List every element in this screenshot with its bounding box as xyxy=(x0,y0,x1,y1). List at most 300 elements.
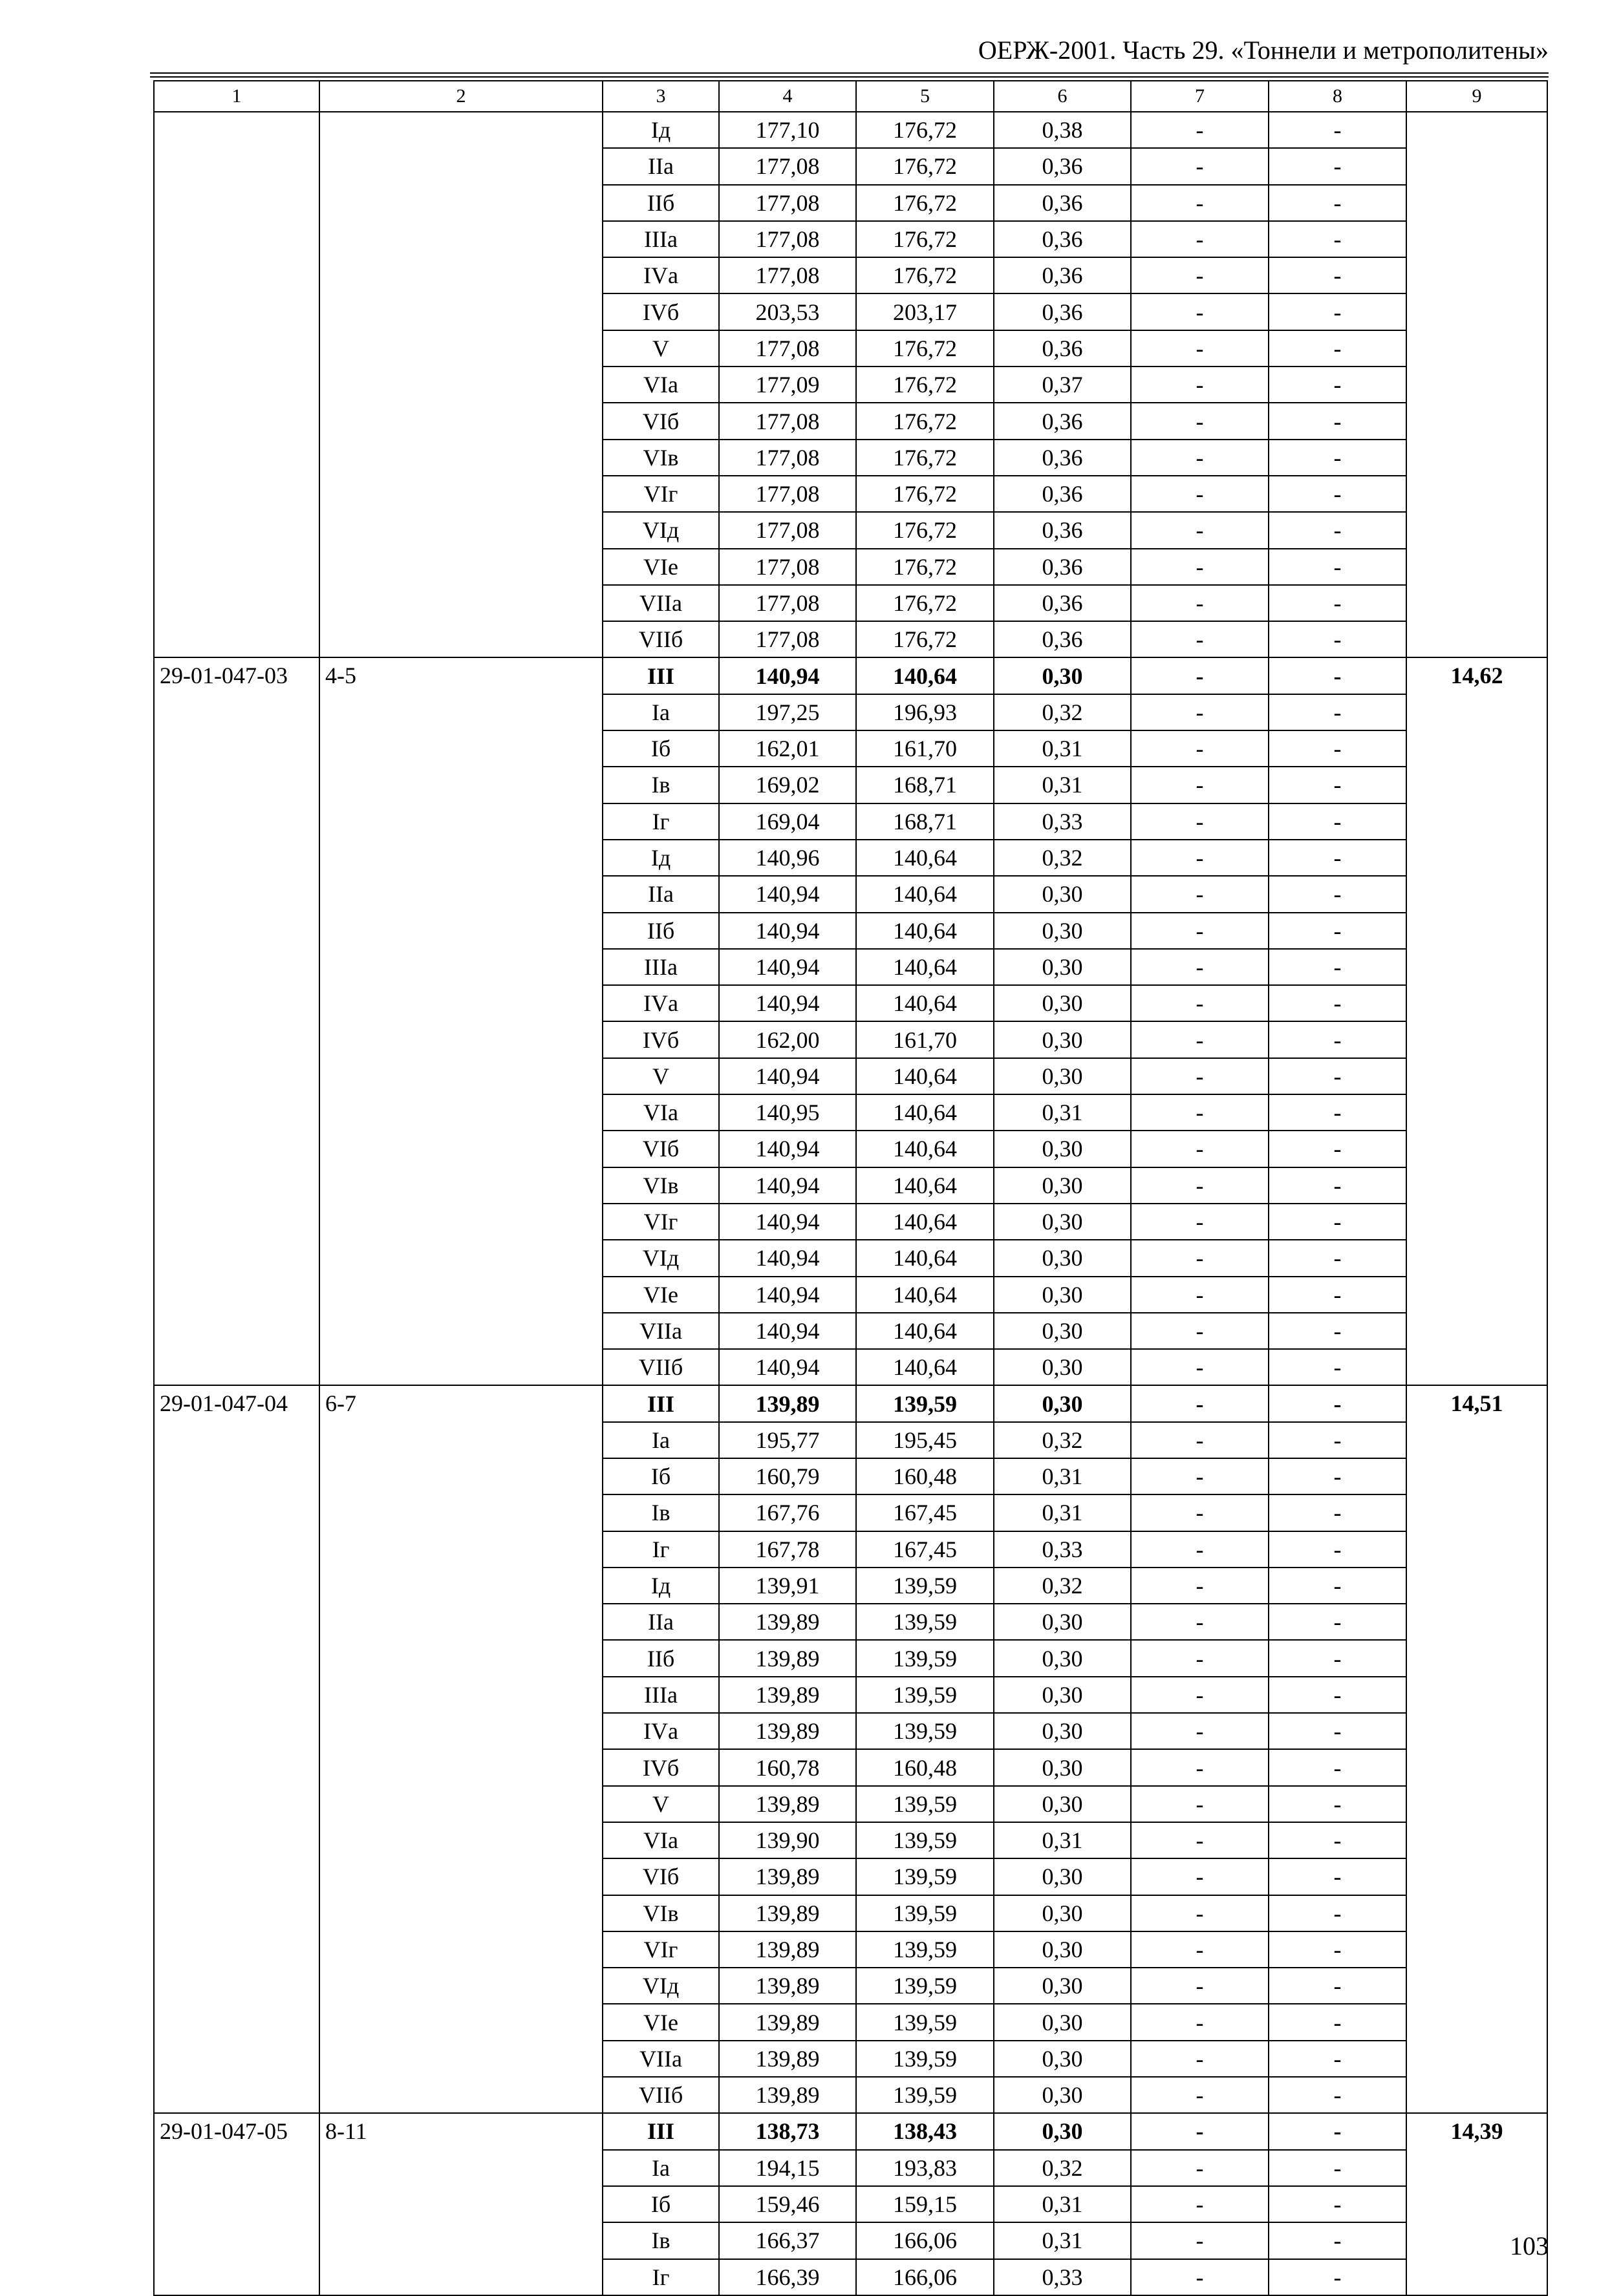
materials-cost-cell: - xyxy=(1269,803,1406,840)
total-cost-cell: 177,08 xyxy=(719,403,856,439)
machine-cost-cell: 0,30 xyxy=(994,876,1131,912)
labor-cost-cell: - xyxy=(1131,330,1269,367)
base-cost-cell: 176,72 xyxy=(856,476,994,512)
condition-cell: V xyxy=(603,1058,719,1094)
column-number: 1 xyxy=(154,81,319,112)
materials-cost-cell: - xyxy=(1269,1422,1406,1458)
base-cost-cell: 140,64 xyxy=(856,1349,994,1385)
labor-cost-cell: - xyxy=(1131,1204,1269,1240)
condition-cell: Iа xyxy=(603,2150,719,2186)
machine-cost-cell: 0,30 xyxy=(994,1640,1131,1676)
condition-cell: VIа xyxy=(603,1094,719,1131)
condition-cell: Iг xyxy=(603,1531,719,1568)
machine-cost-cell: 0,30 xyxy=(994,1713,1131,1749)
machine-cost-cell: 0,31 xyxy=(994,1458,1131,1494)
condition-cell: IVа xyxy=(603,1713,719,1749)
labor-cost-cell: - xyxy=(1131,549,1269,585)
machine-cost-cell: 0,30 xyxy=(994,2004,1131,2040)
column-number: 6 xyxy=(994,81,1131,112)
total-cost-cell: 140,94 xyxy=(719,1349,856,1385)
machine-cost-cell: 0,31 xyxy=(994,1822,1131,1858)
machine-cost-cell: 0,36 xyxy=(994,330,1131,367)
materials-cost-cell: - xyxy=(1269,585,1406,621)
rates-table xyxy=(153,80,1548,2296)
total-cost-cell: 162,01 xyxy=(719,730,856,767)
condition-cell: III xyxy=(603,1385,719,1421)
materials-cost-cell: - xyxy=(1269,621,1406,657)
total-cost-cell: 140,94 xyxy=(719,876,856,912)
materials-cost-cell: - xyxy=(1269,221,1406,257)
base-cost-cell: 140,64 xyxy=(856,657,994,694)
machine-cost-cell: 0,37 xyxy=(994,367,1131,403)
machine-cost-cell: 0,33 xyxy=(994,1531,1131,1568)
condition-cell: VIIа xyxy=(603,2041,719,2077)
machine-cost-cell: 0,32 xyxy=(994,1422,1131,1458)
materials-cost-cell: - xyxy=(1269,840,1406,876)
materials-cost-cell: - xyxy=(1269,367,1406,403)
labor-cost-cell: - xyxy=(1131,112,1269,148)
labor-cost-cell: - xyxy=(1131,949,1269,985)
total-cost-cell: 140,94 xyxy=(719,1240,856,1276)
labor-cost-cell: - xyxy=(1131,585,1269,621)
total-cost-cell: 169,02 xyxy=(719,767,856,803)
materials-cost-cell: - xyxy=(1269,1713,1406,1749)
total-cost-cell: 139,89 xyxy=(719,1968,856,2004)
labor-cost-cell: - xyxy=(1131,440,1269,476)
base-cost-cell: 139,59 xyxy=(856,2041,994,2077)
rate-code-cell: 29-01-047-03 xyxy=(154,657,319,1385)
base-cost-cell: 168,71 xyxy=(856,767,994,803)
machine-cost-cell: 0,30 xyxy=(994,1895,1131,1931)
labor-cost-cell: - xyxy=(1131,876,1269,912)
total-cost-cell: 139,91 xyxy=(719,1568,856,1604)
base-cost-cell: 139,59 xyxy=(856,1568,994,1604)
total-cost-cell: 177,08 xyxy=(719,512,856,548)
base-cost-cell: 176,72 xyxy=(856,221,994,257)
machine-cost-cell: 0,30 xyxy=(994,1167,1131,1204)
condition-cell: IVб xyxy=(603,293,719,330)
materials-cost-cell: - xyxy=(1269,1786,1406,1822)
group-total-cell xyxy=(1406,112,1547,657)
column-number: 5 xyxy=(856,81,994,112)
machine-cost-cell: 0,33 xyxy=(994,803,1131,840)
machine-cost-cell: 0,30 xyxy=(994,1604,1131,1640)
machine-cost-cell: 0,31 xyxy=(994,1494,1131,1531)
base-cost-cell: 139,59 xyxy=(856,1786,994,1822)
machine-cost-cell: 0,30 xyxy=(994,2113,1131,2149)
base-cost-cell: 140,64 xyxy=(856,1058,994,1094)
labor-cost-cell: - xyxy=(1131,512,1269,548)
condition-cell: IIа xyxy=(603,1604,719,1640)
condition-cell: IIIа xyxy=(603,949,719,985)
labor-cost-cell: - xyxy=(1131,1240,1269,1276)
condition-cell: VIг xyxy=(603,1931,719,1968)
labor-cost-cell: - xyxy=(1131,657,1269,694)
base-cost-cell: 140,64 xyxy=(856,840,994,876)
column-number: 9 xyxy=(1406,81,1547,112)
labor-cost-cell: - xyxy=(1131,148,1269,184)
materials-cost-cell: - xyxy=(1269,2113,1406,2149)
materials-cost-cell: - xyxy=(1269,293,1406,330)
base-cost-cell: 166,06 xyxy=(856,2259,994,2295)
machine-cost-cell: 0,38 xyxy=(994,112,1131,148)
base-cost-cell: 176,72 xyxy=(856,621,994,657)
base-cost-cell: 167,45 xyxy=(856,1531,994,1568)
machine-cost-cell: 0,30 xyxy=(994,1385,1131,1421)
header-rule xyxy=(150,72,1549,74)
condition-cell: Iд xyxy=(603,112,719,148)
machine-cost-cell: 0,30 xyxy=(994,1931,1131,1968)
materials-cost-cell: - xyxy=(1269,1895,1406,1931)
base-cost-cell: 167,45 xyxy=(856,1494,994,1531)
base-cost-cell: 176,72 xyxy=(856,367,994,403)
total-cost-cell: 140,94 xyxy=(719,985,856,1021)
condition-cell: V xyxy=(603,330,719,367)
labor-cost-cell: - xyxy=(1131,2041,1269,2077)
labor-cost-cell: - xyxy=(1131,1458,1269,1494)
condition-cell: VIг xyxy=(603,476,719,512)
materials-cost-cell: - xyxy=(1269,876,1406,912)
materials-cost-cell: - xyxy=(1269,1094,1406,1131)
machine-cost-cell: 0,30 xyxy=(994,1349,1131,1385)
group-total-cell: 14,39 xyxy=(1406,2113,1547,2295)
machine-cost-cell: 0,32 xyxy=(994,840,1131,876)
condition-cell: VIд xyxy=(603,512,719,548)
labor-cost-cell: - xyxy=(1131,913,1269,949)
condition-cell: IIб xyxy=(603,1640,719,1676)
total-cost-cell: 177,08 xyxy=(719,549,856,585)
total-cost-cell: 139,89 xyxy=(719,1604,856,1640)
total-cost-cell: 177,08 xyxy=(719,330,856,367)
labor-cost-cell: - xyxy=(1131,257,1269,293)
condition-cell: VIв xyxy=(603,1895,719,1931)
machine-cost-cell: 0,31 xyxy=(994,1094,1131,1131)
labor-cost-cell: - xyxy=(1131,2113,1269,2149)
labor-cost-cell: - xyxy=(1131,367,1269,403)
total-cost-cell: 166,37 xyxy=(719,2222,856,2259)
machine-cost-cell: 0,30 xyxy=(994,985,1131,1021)
materials-cost-cell: - xyxy=(1269,730,1406,767)
labor-cost-cell: - xyxy=(1131,803,1269,840)
condition-cell: Iв xyxy=(603,1494,719,1531)
labor-cost-cell: - xyxy=(1131,1058,1269,1094)
machine-cost-cell: 0,30 xyxy=(994,1313,1131,1349)
labor-cost-cell: - xyxy=(1131,1968,1269,2004)
materials-cost-cell: - xyxy=(1269,1021,1406,1058)
labor-cost-cell: - xyxy=(1131,1531,1269,1568)
machine-cost-cell: 0,31 xyxy=(994,2222,1131,2259)
labor-cost-cell: - xyxy=(1131,1895,1269,1931)
column-number: 2 xyxy=(319,81,603,112)
condition-cell: IVб xyxy=(603,1021,719,1058)
total-cost-cell: 167,76 xyxy=(719,1494,856,1531)
materials-cost-cell: - xyxy=(1269,1458,1406,1494)
condition-cell: VIв xyxy=(603,440,719,476)
base-cost-cell: 140,64 xyxy=(856,985,994,1021)
group-total-cell: 14,62 xyxy=(1406,657,1547,1385)
condition-cell: VIа xyxy=(603,1822,719,1858)
base-cost-cell: 159,15 xyxy=(856,2186,994,2222)
condition-cell: IVа xyxy=(603,257,719,293)
total-cost-cell: 139,89 xyxy=(719,1895,856,1931)
machine-cost-cell: 0,30 xyxy=(994,657,1131,694)
condition-cell: VIб xyxy=(603,403,719,439)
condition-cell: IIб xyxy=(603,185,719,221)
condition-cell: IIа xyxy=(603,148,719,184)
table-row xyxy=(154,112,1547,148)
labor-cost-cell: - xyxy=(1131,1131,1269,1167)
condition-cell: IIIа xyxy=(603,221,719,257)
total-cost-cell: 197,25 xyxy=(719,694,856,730)
materials-cost-cell: - xyxy=(1269,1167,1406,1204)
total-cost-cell: 140,94 xyxy=(719,1167,856,1204)
materials-cost-cell: - xyxy=(1269,2041,1406,2077)
labor-cost-cell: - xyxy=(1131,2150,1269,2186)
machine-cost-cell: 0,30 xyxy=(994,1749,1131,1785)
materials-cost-cell: - xyxy=(1269,1604,1406,1640)
labor-cost-cell: - xyxy=(1131,221,1269,257)
base-cost-cell: 139,59 xyxy=(856,1385,994,1421)
materials-cost-cell: - xyxy=(1269,512,1406,548)
labor-cost-cell: - xyxy=(1131,1822,1269,1858)
base-cost-cell: 140,64 xyxy=(856,1131,994,1167)
row-range-cell: 6-7 xyxy=(319,1385,603,2113)
labor-cost-cell: - xyxy=(1131,1931,1269,1968)
base-cost-cell: 139,59 xyxy=(856,2077,994,2113)
labor-cost-cell: - xyxy=(1131,1786,1269,1822)
machine-cost-cell: 0,36 xyxy=(994,621,1131,657)
condition-cell: V xyxy=(603,1786,719,1822)
group-total-cell: 14,51 xyxy=(1406,1385,1547,2113)
machine-cost-cell: 0,30 xyxy=(994,1204,1131,1240)
labor-cost-cell: - xyxy=(1131,767,1269,803)
machine-cost-cell: 0,36 xyxy=(994,440,1131,476)
labor-cost-cell: - xyxy=(1131,1422,1269,1458)
condition-cell: VIб xyxy=(603,1131,719,1167)
materials-cost-cell: - xyxy=(1269,1749,1406,1785)
condition-cell: Iа xyxy=(603,1422,719,1458)
machine-cost-cell: 0,30 xyxy=(994,2077,1131,2113)
total-cost-cell: 194,15 xyxy=(719,2150,856,2186)
base-cost-cell: 140,64 xyxy=(856,1240,994,1276)
condition-cell: IIIа xyxy=(603,1677,719,1713)
total-cost-cell: 177,08 xyxy=(719,221,856,257)
machine-cost-cell: 0,30 xyxy=(994,1858,1131,1895)
total-cost-cell: 139,90 xyxy=(719,1822,856,1858)
base-cost-cell: 140,64 xyxy=(856,876,994,912)
total-cost-cell: 177,10 xyxy=(719,112,856,148)
total-cost-cell: 140,94 xyxy=(719,913,856,949)
machine-cost-cell: 0,30 xyxy=(994,1677,1131,1713)
materials-cost-cell: - xyxy=(1269,257,1406,293)
materials-cost-cell: - xyxy=(1269,657,1406,694)
row-range-cell xyxy=(319,112,603,657)
materials-cost-cell: - xyxy=(1269,1494,1406,1531)
materials-cost-cell: - xyxy=(1269,1204,1406,1240)
condition-cell: IIб xyxy=(603,913,719,949)
total-cost-cell: 167,78 xyxy=(719,1531,856,1568)
condition-cell: Iб xyxy=(603,730,719,767)
total-cost-cell: 177,08 xyxy=(719,257,856,293)
base-cost-cell: 168,71 xyxy=(856,803,994,840)
labor-cost-cell: - xyxy=(1131,2004,1269,2040)
total-cost-cell: 177,08 xyxy=(719,185,856,221)
base-cost-cell: 138,43 xyxy=(856,2113,994,2149)
condition-cell: VIд xyxy=(603,1968,719,2004)
base-cost-cell: 139,59 xyxy=(856,1931,994,1968)
machine-cost-cell: 0,36 xyxy=(994,148,1131,184)
materials-cost-cell: - xyxy=(1269,1058,1406,1094)
total-cost-cell: 162,00 xyxy=(719,1021,856,1058)
machine-cost-cell: 0,31 xyxy=(994,730,1131,767)
materials-cost-cell: - xyxy=(1269,2222,1406,2259)
condition-cell: IIа xyxy=(603,876,719,912)
total-cost-cell: 177,09 xyxy=(719,367,856,403)
materials-cost-cell: - xyxy=(1269,694,1406,730)
machine-cost-cell: 0,30 xyxy=(994,949,1131,985)
total-cost-cell: 139,89 xyxy=(719,1713,856,1749)
materials-cost-cell: - xyxy=(1269,1822,1406,1858)
column-number: 7 xyxy=(1131,81,1269,112)
condition-cell: Iв xyxy=(603,767,719,803)
total-cost-cell: 139,89 xyxy=(719,1385,856,1421)
materials-cost-cell: - xyxy=(1269,1677,1406,1713)
labor-cost-cell: - xyxy=(1131,2259,1269,2295)
base-cost-cell: 176,72 xyxy=(856,112,994,148)
materials-cost-cell: - xyxy=(1269,1240,1406,1276)
condition-cell: VIIб xyxy=(603,2077,719,2113)
condition-cell: IVб xyxy=(603,1749,719,1785)
machine-cost-cell: 0,31 xyxy=(994,767,1131,803)
materials-cost-cell: - xyxy=(1269,2259,1406,2295)
condition-cell: VIа xyxy=(603,367,719,403)
base-cost-cell: 203,17 xyxy=(856,293,994,330)
total-cost-cell: 139,89 xyxy=(719,1786,856,1822)
base-cost-cell: 176,72 xyxy=(856,549,994,585)
machine-cost-cell: 0,36 xyxy=(994,403,1131,439)
condition-cell: III xyxy=(603,2113,719,2149)
labor-cost-cell: - xyxy=(1131,985,1269,1021)
condition-cell: III xyxy=(603,657,719,694)
base-cost-cell: 140,64 xyxy=(856,913,994,949)
total-cost-cell: 138,73 xyxy=(719,2113,856,2149)
condition-cell: VIIа xyxy=(603,1313,719,1349)
condition-cell: Iд xyxy=(603,840,719,876)
labor-cost-cell: - xyxy=(1131,1167,1269,1204)
materials-cost-cell: - xyxy=(1269,767,1406,803)
total-cost-cell: 140,94 xyxy=(719,1277,856,1313)
materials-cost-cell: - xyxy=(1269,1313,1406,1349)
column-number: 4 xyxy=(719,81,856,112)
labor-cost-cell: - xyxy=(1131,1858,1269,1895)
total-cost-cell: 139,89 xyxy=(719,2004,856,2040)
base-cost-cell: 139,59 xyxy=(856,1640,994,1676)
total-cost-cell: 139,89 xyxy=(719,1931,856,1968)
machine-cost-cell: 0,30 xyxy=(994,913,1131,949)
base-cost-cell: 176,72 xyxy=(856,148,994,184)
total-cost-cell: 177,08 xyxy=(719,148,856,184)
machine-cost-cell: 0,30 xyxy=(994,1968,1131,2004)
rate-code-cell: 29-01-047-04 xyxy=(154,1385,319,2113)
labor-cost-cell: - xyxy=(1131,1677,1269,1713)
total-cost-cell: 177,08 xyxy=(719,621,856,657)
condition-cell: VIе xyxy=(603,2004,719,2040)
labor-cost-cell: - xyxy=(1131,1313,1269,1349)
base-cost-cell: 139,59 xyxy=(856,1677,994,1713)
labor-cost-cell: - xyxy=(1131,1094,1269,1131)
rates-table-body xyxy=(154,81,1547,2295)
total-cost-cell: 177,08 xyxy=(719,476,856,512)
base-cost-cell: 161,70 xyxy=(856,730,994,767)
page-number: 103 xyxy=(1510,2231,1549,2260)
labor-cost-cell: - xyxy=(1131,1021,1269,1058)
labor-cost-cell: - xyxy=(1131,403,1269,439)
total-cost-cell: 139,89 xyxy=(719,2077,856,2113)
materials-cost-cell: - xyxy=(1269,1277,1406,1313)
labor-cost-cell: - xyxy=(1131,1385,1269,1421)
labor-cost-cell: - xyxy=(1131,2186,1269,2222)
row-range-cell: 8-11 xyxy=(319,2113,603,2295)
labor-cost-cell: - xyxy=(1131,1713,1269,1749)
materials-cost-cell: - xyxy=(1269,949,1406,985)
total-cost-cell: 139,89 xyxy=(719,1677,856,1713)
machine-cost-cell: 0,36 xyxy=(994,185,1131,221)
materials-cost-cell: - xyxy=(1269,1858,1406,1895)
column-number: 8 xyxy=(1269,81,1406,112)
condition-cell: VIе xyxy=(603,549,719,585)
base-cost-cell: 160,48 xyxy=(856,1458,994,1494)
condition-cell: Iд xyxy=(603,1568,719,1604)
base-cost-cell: 176,72 xyxy=(856,330,994,367)
machine-cost-cell: 0,32 xyxy=(994,1568,1131,1604)
condition-cell: VIв xyxy=(603,1167,719,1204)
table-row xyxy=(154,1385,1547,1421)
materials-cost-cell: - xyxy=(1269,1568,1406,1604)
machine-cost-cell: 0,30 xyxy=(994,1240,1131,1276)
base-cost-cell: 160,48 xyxy=(856,1749,994,1785)
machine-cost-cell: 0,30 xyxy=(994,2041,1131,2077)
materials-cost-cell: - xyxy=(1269,1931,1406,1968)
materials-cost-cell: - xyxy=(1269,476,1406,512)
machine-cost-cell: 0,32 xyxy=(994,2150,1131,2186)
machine-cost-cell: 0,36 xyxy=(994,293,1131,330)
labor-cost-cell: - xyxy=(1131,1749,1269,1785)
total-cost-cell: 140,94 xyxy=(719,1131,856,1167)
total-cost-cell: 139,89 xyxy=(719,2041,856,2077)
materials-cost-cell: - xyxy=(1269,913,1406,949)
condition-cell: VIIб xyxy=(603,621,719,657)
condition-cell: Iб xyxy=(603,2186,719,2222)
base-cost-cell: 176,72 xyxy=(856,185,994,221)
machine-cost-cell: 0,36 xyxy=(994,585,1131,621)
total-cost-cell: 160,79 xyxy=(719,1458,856,1494)
base-cost-cell: 176,72 xyxy=(856,257,994,293)
machine-cost-cell: 0,30 xyxy=(994,1786,1131,1822)
base-cost-cell: 140,64 xyxy=(856,1313,994,1349)
base-cost-cell: 195,45 xyxy=(856,1422,994,1458)
base-cost-cell: 193,83 xyxy=(856,2150,994,2186)
condition-cell: VIг xyxy=(603,1204,719,1240)
condition-cell: IVа xyxy=(603,985,719,1021)
condition-cell: Iб xyxy=(603,1458,719,1494)
machine-cost-cell: 0,31 xyxy=(994,2186,1131,2222)
machine-cost-cell: 0,30 xyxy=(994,1131,1131,1167)
materials-cost-cell: - xyxy=(1269,440,1406,476)
labor-cost-cell: - xyxy=(1131,1277,1269,1313)
total-cost-cell: 159,46 xyxy=(719,2186,856,2222)
machine-cost-cell: 0,36 xyxy=(994,549,1131,585)
total-cost-cell: 140,94 xyxy=(719,1204,856,1240)
